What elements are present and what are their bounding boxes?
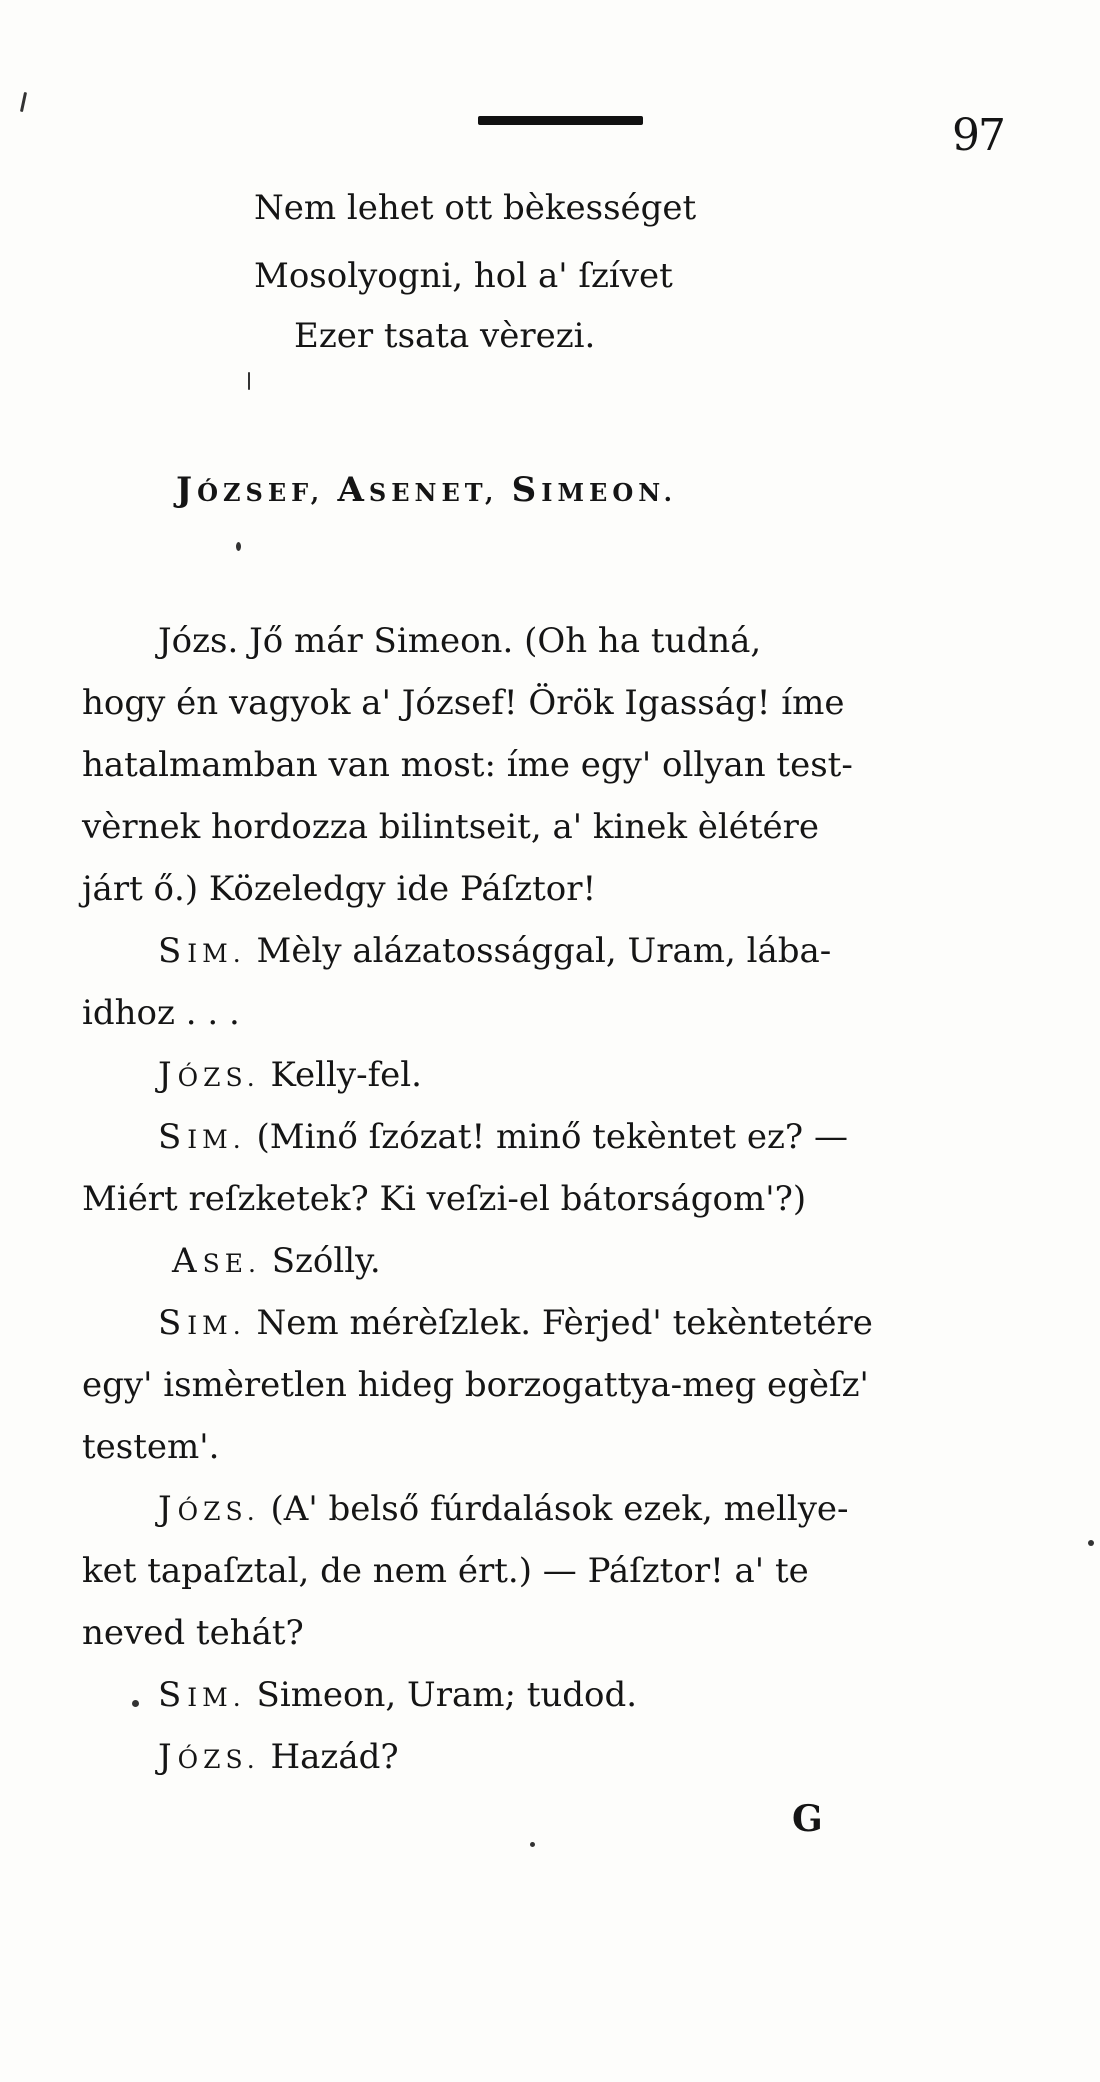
line-text: egy' ismèretlen hideg borzogattya-meg egèſz'	[82, 1365, 869, 1405]
line-text: hatalmamban van most: íme egy' ollyan test-	[82, 745, 853, 785]
line-text: Miért reſzketek? Ki veſzi-el bátorságom'?)	[82, 1179, 807, 1219]
text-line	[172, 1232, 381, 1293]
margin-mark	[236, 542, 241, 551]
text-line	[82, 860, 596, 918]
speaker-rest: ÓZS.	[177, 1745, 260, 1774]
margin-mark	[1088, 1540, 1094, 1546]
speaker-rest: IM.	[187, 1311, 246, 1340]
speaker-name	[158, 931, 246, 971]
line-text: vèrnek hordozza bilintseit, a' kinek èlétére	[82, 807, 820, 847]
scene-heading	[176, 470, 677, 510]
page-number: 97	[952, 110, 1004, 161]
speaker-name	[158, 1489, 260, 1529]
speaker-initial: S	[158, 931, 188, 971]
heading-rest-3: IMEON.	[541, 478, 677, 507]
speaker-initial: J	[158, 1055, 178, 1095]
speaker-rest: SE.	[202, 1249, 261, 1278]
text-line	[158, 1046, 422, 1107]
text-line	[158, 1480, 849, 1541]
text-line	[158, 612, 761, 670]
verse-line-3: Ezer tsata vèrezi.	[294, 316, 596, 356]
text-line	[82, 674, 844, 732]
speaker-rest: ÓZS.	[177, 1497, 260, 1526]
signature-mark: G	[792, 1798, 823, 1840]
text-line	[158, 1728, 399, 1789]
line-text: Hazád?	[259, 1737, 399, 1777]
speaker-initial: A	[172, 1241, 203, 1281]
speaker-rest: IM.	[187, 1125, 246, 1154]
heading-initial-3: S	[511, 470, 542, 510]
text-line	[82, 798, 819, 856]
text-line	[82, 1170, 806, 1228]
verse-line-1: Nem lehet ott bèkességet	[254, 188, 697, 228]
header-rule	[478, 116, 643, 125]
text-line	[82, 1418, 219, 1476]
speaker-name	[158, 1675, 246, 1715]
speaker-rest: IM.	[187, 939, 246, 968]
margin-mark	[132, 1700, 139, 1707]
speaker-name	[158, 1117, 246, 1157]
speaker-initial: S	[158, 1117, 188, 1157]
line-text: testem'.	[82, 1427, 220, 1467]
text-line	[158, 922, 831, 983]
verse-line-2: Mosolyogni, hol a' ſzívet	[254, 256, 673, 296]
line-text: idhoz . . .	[82, 993, 240, 1033]
text-line	[82, 1542, 809, 1600]
line-text: járt ő.) Közeledgy ide Páſztor!	[82, 869, 597, 909]
line-text: (A' belső fúrdalások ezek, mellye-	[259, 1489, 849, 1529]
heading-initial-2: A	[337, 470, 369, 510]
line-text: hogy én vagyok a' József! Örök Igasság! íme	[82, 683, 845, 723]
text-line	[158, 1666, 637, 1727]
speaker-name	[172, 1241, 261, 1281]
heading-initial-1: J	[176, 470, 198, 510]
text-line	[82, 984, 240, 1042]
margin-mark	[20, 92, 27, 112]
heading-rest-2: SENET,	[368, 478, 512, 507]
speaker-name	[158, 1303, 246, 1343]
line-text: Mèly alázatossággal, Uram, lába-	[245, 931, 832, 971]
speaker-initial: S	[158, 1303, 188, 1343]
speaker-initial: J	[158, 1489, 178, 1529]
line-text: (Minő ſzózat! minő tekèntet ez? —	[245, 1117, 848, 1157]
line-text: Simeon, Uram; tudod.	[245, 1675, 638, 1715]
margin-mark	[530, 1842, 535, 1847]
text-line	[82, 736, 853, 794]
line-text: Józs. Jő már Simeon. (Oh ha tudná,	[158, 621, 762, 661]
line-text: neved tehát?	[82, 1613, 304, 1653]
line-text: ket tapaſztal, de nem ért.) — Páſztor! a' te	[82, 1551, 809, 1591]
text-line	[82, 1604, 304, 1662]
margin-mark	[248, 372, 250, 390]
line-text: Szólly.	[260, 1241, 381, 1281]
text-line	[158, 1108, 848, 1169]
speaker-name	[158, 1737, 260, 1777]
speaker-initial: J	[158, 1737, 178, 1777]
text-line	[158, 1294, 873, 1355]
speaker-initial: S	[158, 1675, 188, 1715]
line-text: Nem mérèſzlek. Fèrjed' tekèntetére	[245, 1303, 873, 1343]
speaker-rest: IM.	[187, 1683, 246, 1712]
speaker-rest: ÓZS.	[177, 1063, 260, 1092]
speaker-name	[158, 1055, 260, 1095]
text-line	[82, 1356, 869, 1414]
heading-rest-1: ÓZSEF,	[197, 478, 338, 507]
line-text: Kelly-fel.	[259, 1055, 422, 1095]
